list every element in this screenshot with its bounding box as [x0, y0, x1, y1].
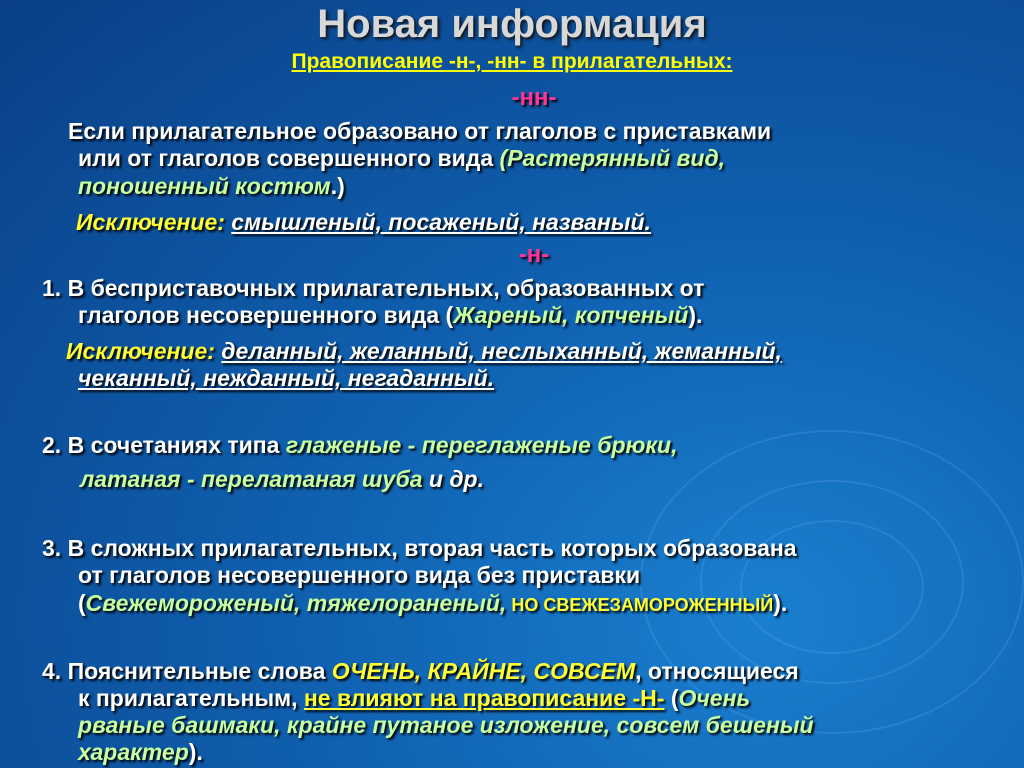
nn-rule-line1: Если прилагательное образовано от глаголов с приставками	[68, 118, 772, 144]
rule3-example: Свежемороженый, тяжелораненый,	[85, 590, 507, 616]
slide-title: Новая информация	[317, 2, 707, 46]
rule3-open: (	[78, 590, 86, 616]
nn-exception-words: смышленый, посаженый, названый.	[231, 209, 651, 235]
rule4-open: (	[664, 685, 679, 711]
rule1-exception-words-cont: чеканный, нежданный, негаданный.	[78, 365, 495, 391]
marker-nn: -нн-	[511, 84, 557, 111]
rule4-text2: к прилагательным,	[78, 685, 304, 711]
nn-rule-text: или от глаголов совершенного вида	[78, 145, 500, 171]
rule1-exception	[66, 338, 782, 365]
rule1-tail: ).	[688, 302, 703, 328]
rule2-line2	[80, 466, 484, 493]
rule1-line2	[78, 302, 702, 329]
nn-rule-line3	[78, 173, 345, 200]
rule1-exception-label: Исключение:	[66, 338, 215, 364]
nn-rule-tail: .)	[330, 173, 345, 199]
rule1-example: Жареный, копченый	[453, 302, 689, 328]
nn-rule-example-cont: поношенный костюм	[78, 173, 331, 199]
rule4-line1	[42, 658, 799, 685]
rule2-text: 2. В сочетаниях типа	[42, 432, 286, 458]
rule1-line1: 1. В бесприставочных прилагательных, образованных от	[42, 275, 705, 301]
rule2-example-cont: латаная - перелатаная шуба	[80, 466, 423, 492]
rule4-line4	[78, 739, 203, 766]
rule2-example: глаженые - переглаженые брюки,	[285, 432, 678, 458]
rule1-exception-words: деланный, желанный, неслыханный, жеманный,	[221, 338, 782, 364]
rule4-words: ОЧЕНЬ, КРАЙНЕ, СОВСЕМ	[331, 658, 636, 684]
rule4-line3	[78, 712, 814, 739]
rule4-example-cont: рваные башмаки, крайне путаное изложение, совсем бешеный	[78, 712, 814, 738]
rule4-rule: не влияют на правописание -Н-	[303, 685, 665, 711]
rule4-end: ).	[188, 739, 203, 765]
rule1-exception-line2	[78, 365, 494, 392]
rule2-line1	[42, 432, 678, 459]
rule1-text: глаголов несовершенного вида (	[78, 302, 454, 328]
rule4-example-end: характер	[78, 739, 189, 765]
nn-exception	[76, 209, 651, 236]
rule3-tail: ).	[773, 590, 788, 616]
rule4-line2	[78, 685, 750, 712]
rule3-line2: от глаголов несовершенного вида без приставки	[78, 562, 641, 588]
rule4-tail: , относящиеся	[635, 658, 799, 684]
nn-rule-example: (Растерянный вид,	[499, 145, 726, 171]
marker-n: -н-	[518, 241, 550, 268]
rule2-tail: и др.	[422, 466, 484, 492]
rule4-example: Очень	[678, 685, 751, 711]
nn-rule-line2	[78, 145, 725, 172]
rule3-caps: НО СВЕЖЕЗАМОРОЖЕННЫЙ	[506, 595, 774, 615]
slide-subtitle: Правописание -н-, -нн- в прилагательных:	[291, 50, 733, 73]
rule3-line1: 3. В сложных прилагательных, вторая часть которых образована	[42, 535, 797, 561]
rule4-text: 4. Пояснительные слова	[42, 658, 332, 684]
nn-exception-label: Исключение:	[76, 209, 225, 235]
rule3-line3	[78, 590, 787, 617]
